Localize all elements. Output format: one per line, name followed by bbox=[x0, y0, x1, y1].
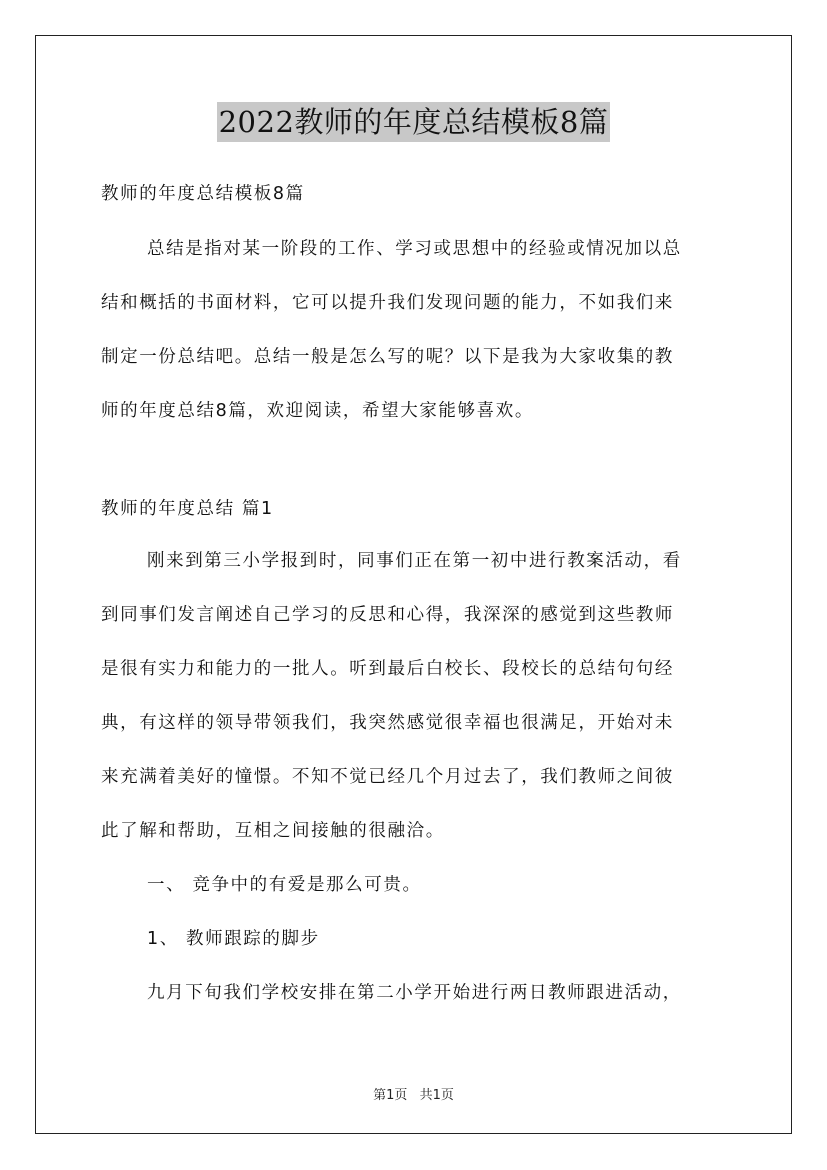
document-body bbox=[101, 176, 727, 1029]
section1-line-5: 来充满着美好的憧憬。不知不觉已经几个月过去了，我们教师之间彼 bbox=[101, 767, 674, 787]
intro-line-4: 师的年度总结8篇，欢迎阅读，希望大家能够喜欢。 bbox=[101, 401, 534, 421]
section1-line-3: 是很有实力和能力的一批人。听到最后白校长、段校长的总结句句经 bbox=[101, 659, 674, 679]
page-number-current: 第1页 bbox=[373, 1088, 408, 1103]
intro-line-1: 总结是指对某一阶段的工作、学习或思想中的经验或情况加以总 bbox=[147, 239, 682, 259]
section1-line-2: 到同事们发言阐述自己学习的反思和心得，我深深的感觉到这些教师 bbox=[101, 605, 674, 625]
section1-line-1: 刚来到第三小学报到时，同事们正在第一初中进行教案活动，看 bbox=[147, 551, 682, 571]
intro-line-3: 制定一份总结吧。总结一般是怎么写的呢？以下是我为大家收集的教 bbox=[101, 347, 674, 367]
page-footer bbox=[0, 1084, 827, 1103]
section-heading: 教师的年度总结 篇1 bbox=[101, 499, 274, 519]
section1-line-6: 此了解和帮助，互相之间接触的很融洽。 bbox=[101, 821, 445, 841]
document-subtitle: 教师的年度总结模板8篇 bbox=[101, 184, 305, 204]
page-number-total: 共1页 bbox=[419, 1088, 454, 1103]
spacer bbox=[101, 447, 727, 491]
point-one-heading: 一、 竞争中的有爱是那么可贵。 bbox=[147, 875, 422, 895]
point-one-subheading: 1、 教师跟踪的脚步 bbox=[147, 929, 320, 949]
document-title: 2022教师的年度总结模板8篇 bbox=[217, 102, 611, 142]
paragraph-last-line: 九月下旬我们学校安排在第二小学开始进行两日教师跟进活动， bbox=[147, 983, 682, 1003]
title-container bbox=[0, 102, 827, 142]
intro-line-2: 结和概括的书面材料，它可以提升我们发现问题的能力，不如我们来 bbox=[101, 293, 674, 313]
section1-line-4: 典，有这样的领导带领我们，我突然感觉很幸福也很满足，开始对未 bbox=[101, 713, 674, 733]
